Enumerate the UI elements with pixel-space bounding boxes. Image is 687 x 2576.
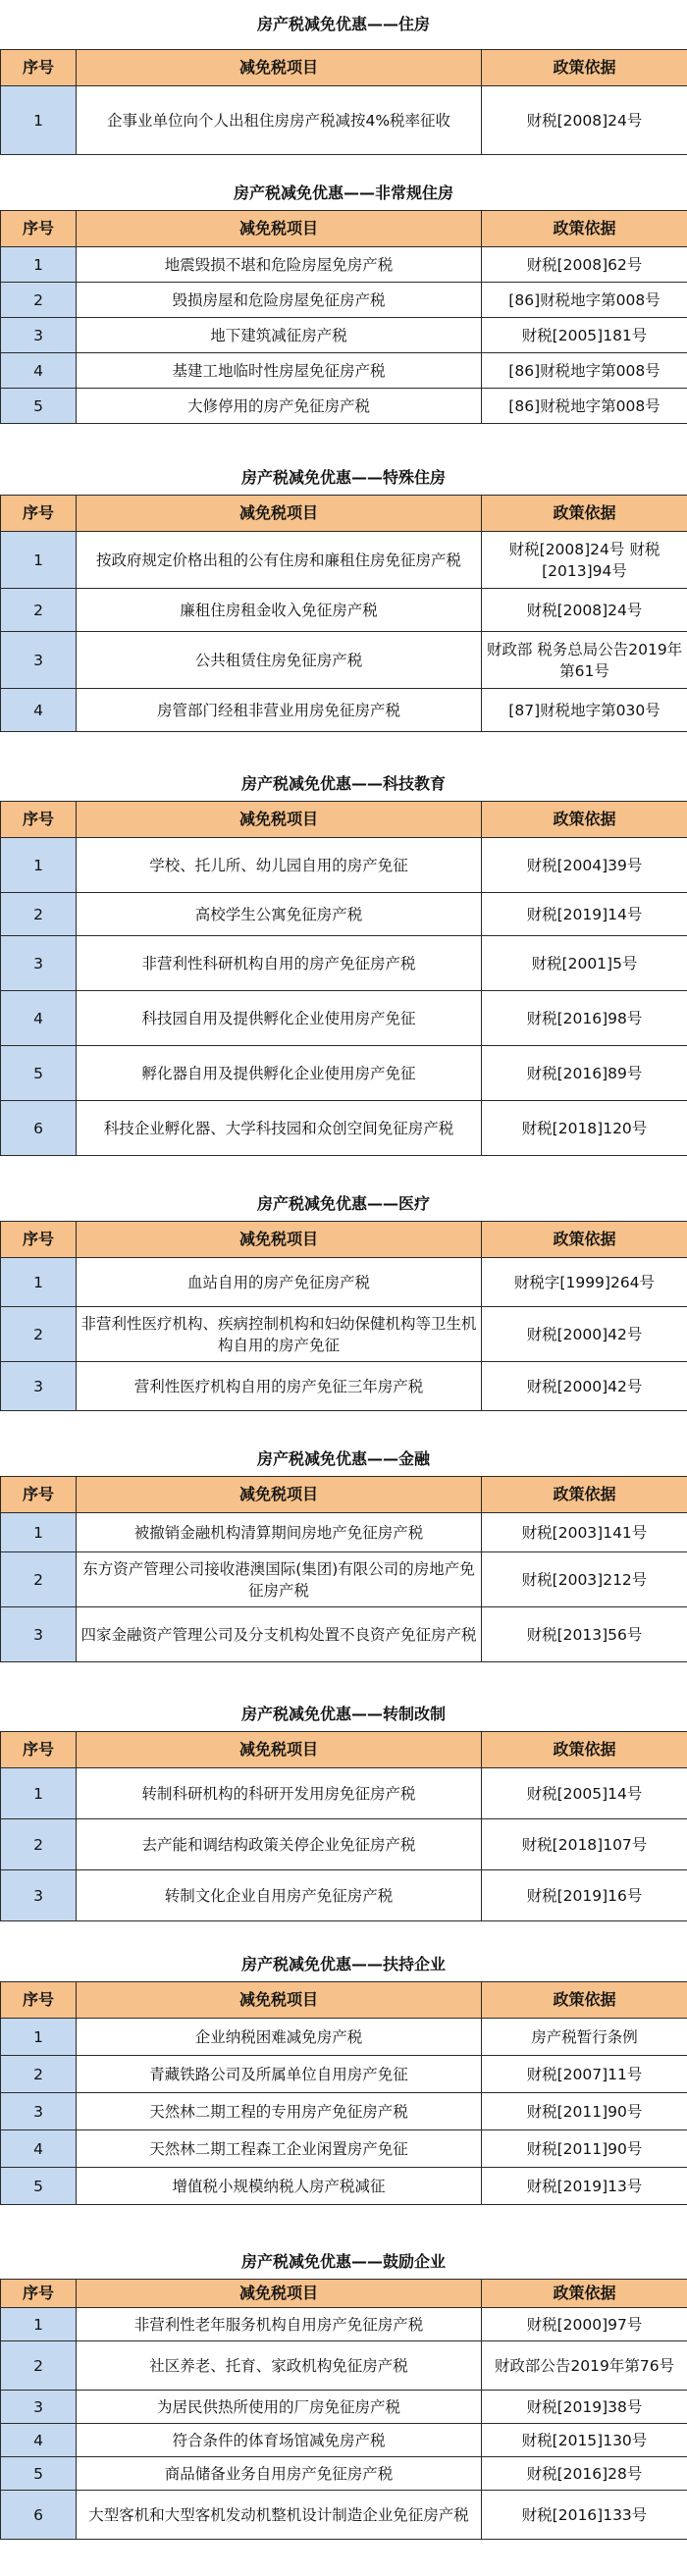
header-num: 序号 xyxy=(1,802,77,838)
row-num: 3 xyxy=(1,936,77,991)
row-item: 科技企业孵化器、大学科技园和众创空间免征房产税 xyxy=(77,1101,482,1156)
row-basis: 财税[2007]11号 xyxy=(482,2056,687,2093)
table-row xyxy=(1,2168,687,2205)
row-basis: 财税[2019]16号 xyxy=(482,1870,687,1921)
header-num: 序号 xyxy=(1,1222,77,1258)
row-item: 地下建筑减征房产税 xyxy=(77,318,482,353)
header-num: 序号 xyxy=(1,1732,77,1768)
table-row xyxy=(1,1819,687,1870)
header-item: 减免税项目 xyxy=(77,1982,482,2019)
header-basis: 政策依据 xyxy=(482,1477,687,1513)
header-item: 减免税项目 xyxy=(77,802,482,838)
row-item: 转制科研机构的科研开发用房免征房产税 xyxy=(77,1768,482,1819)
table-header-row xyxy=(1,2280,687,2308)
table-row xyxy=(1,2056,687,2093)
row-num: 2 xyxy=(1,1307,77,1362)
row-item: 非营利性科研机构自用的房产免征房产税 xyxy=(77,936,482,991)
header-item: 减免税项目 xyxy=(77,1222,482,1258)
table-row xyxy=(1,2019,687,2056)
row-item: 增值税小规模纳税人房产税减征 xyxy=(77,2168,482,2205)
row-item: 廉租住房租金收入免征房产税 xyxy=(77,589,482,632)
table-row xyxy=(1,353,687,389)
row-num: 2 xyxy=(1,2341,77,2391)
row-num: 3 xyxy=(1,1362,77,1411)
row-item: 企事业单位向个人出租住房房产税减按4%税率征收 xyxy=(77,86,482,155)
row-item: 科技园自用及提供孵化企业使用房产免征 xyxy=(77,991,482,1046)
row-item: 毁损房屋和危险房屋免征房产税 xyxy=(77,283,482,318)
row-num: 4 xyxy=(1,353,77,389)
row-num: 3 xyxy=(1,632,77,689)
row-item: 按政府规定价格出租的公有住房和廉租住房免征房产税 xyxy=(77,532,482,589)
row-basis: 财税[2015]130号 xyxy=(482,2424,687,2457)
row-item: 非营利性医疗机构、疾病控制机构和妇幼保健机构等卫生机构自用的房产免征 xyxy=(77,1307,482,1362)
header-item: 减免税项目 xyxy=(77,211,482,247)
section-title: 房产税减免优惠——医疗 xyxy=(256,1194,430,1213)
table-row xyxy=(1,2341,687,2391)
header-num: 序号 xyxy=(1,1477,77,1513)
section-housing xyxy=(0,0,687,155)
header-item: 减免税项目 xyxy=(77,1477,482,1513)
table-row xyxy=(1,532,687,589)
row-item: 大修停用的房产免征房产税 xyxy=(77,389,482,424)
row-basis: 财税[2016]133号 xyxy=(482,2491,687,2540)
row-num: 3 xyxy=(1,1870,77,1921)
header-basis: 政策依据 xyxy=(482,802,687,838)
row-basis: 财税[2016]28号 xyxy=(482,2457,687,2491)
row-basis: 财税[2001]5号 xyxy=(482,936,687,991)
table-header-row xyxy=(1,802,687,838)
row-num: 1 xyxy=(1,2019,77,2056)
row-basis: [86]财税地字第008号 xyxy=(482,283,687,318)
row-num: 2 xyxy=(1,589,77,632)
table-header-row xyxy=(1,496,687,532)
row-num: 1 xyxy=(1,1513,77,1552)
table-row xyxy=(1,2424,687,2457)
row-basis: 财税[2004]39号 xyxy=(482,838,687,893)
table-row xyxy=(1,1046,687,1101)
table-row xyxy=(1,991,687,1046)
table-row xyxy=(1,1307,687,1362)
policy-table xyxy=(0,495,687,732)
section-title: 房产税减免优惠——特殊住房 xyxy=(240,468,446,487)
table-row xyxy=(1,893,687,936)
section-encourage-enterprises xyxy=(0,2245,687,2540)
row-basis: 财税[2000]42号 xyxy=(482,1362,687,1411)
header-basis: 政策依据 xyxy=(482,211,687,247)
row-num: 1 xyxy=(1,532,77,589)
section-finance xyxy=(0,1443,687,1662)
header-num: 序号 xyxy=(1,50,77,86)
header-basis: 政策依据 xyxy=(482,496,687,532)
header-item: 减免税项目 xyxy=(77,496,482,532)
table-row xyxy=(1,2308,687,2341)
table-row xyxy=(1,689,687,732)
table-row xyxy=(1,2093,687,2130)
table-header-row xyxy=(1,1222,687,1258)
row-basis: 财税[2016]98号 xyxy=(482,991,687,1046)
policy-table xyxy=(0,1731,687,1921)
header-item: 减免税项目 xyxy=(77,2280,482,2308)
header-basis: 政策依据 xyxy=(482,1982,687,2019)
section-title: 房产税减免优惠——转制改制 xyxy=(240,1705,446,1723)
row-item: 转制文化企业自用房产免征房产税 xyxy=(77,1870,482,1921)
header-num: 序号 xyxy=(1,1982,77,2019)
table-header-row xyxy=(1,211,687,247)
row-basis: 财税[2018]120号 xyxy=(482,1101,687,1156)
row-num: 1 xyxy=(1,1768,77,1819)
policy-table xyxy=(0,49,687,155)
policy-table xyxy=(0,801,687,1156)
section-title: 房产税减免优惠——科技教育 xyxy=(240,774,446,793)
section-title: 房产税减免优惠——扶持企业 xyxy=(240,1955,446,1973)
header-basis: 政策依据 xyxy=(482,1222,687,1258)
header-item: 减免税项目 xyxy=(77,1732,482,1768)
row-num: 4 xyxy=(1,2424,77,2457)
policy-table xyxy=(0,1476,687,1662)
section-medical xyxy=(0,1187,687,1411)
table-row xyxy=(1,247,687,283)
row-basis: 财税[2019]14号 xyxy=(482,893,687,936)
row-item: 非营利性老年服务机构自用房产免征房产税 xyxy=(77,2308,482,2341)
header-basis: 政策依据 xyxy=(482,50,687,86)
section-restructuring xyxy=(0,1698,687,1921)
row-item: 被撤销金融机构清算期间房地产免征房产税 xyxy=(77,1513,482,1552)
table-row xyxy=(1,1258,687,1307)
policy-table xyxy=(0,1221,687,1411)
section-title: 房产税减免优惠——鼓励企业 xyxy=(240,2252,446,2271)
row-basis: 财税[2003]141号 xyxy=(482,1513,687,1552)
section-title: 房产税减免优惠——非常规住房 xyxy=(233,184,453,202)
row-num: 2 xyxy=(1,283,77,318)
row-item: 符合条件的体育场馆减免房产税 xyxy=(77,2424,482,2457)
row-basis: 财税[2008]24号 财税[2013]94号 xyxy=(482,532,687,589)
row-num: 5 xyxy=(1,389,77,424)
header-num: 序号 xyxy=(1,211,77,247)
table-row xyxy=(1,1552,687,1607)
row-item: 血站自用的房产免征房产税 xyxy=(77,1258,482,1307)
table-row xyxy=(1,1513,687,1552)
row-item: 社区养老、托育、家政机构免征房产税 xyxy=(77,2341,482,2391)
row-num: 5 xyxy=(1,2168,77,2205)
section-science-education xyxy=(0,767,687,1156)
policy-table xyxy=(0,2279,687,2540)
table-row xyxy=(1,838,687,893)
row-item: 天然林二期工程的专用房产免征房产税 xyxy=(77,2093,482,2130)
row-basis: 财税[2011]90号 xyxy=(482,2130,687,2168)
row-num: 2 xyxy=(1,1552,77,1607)
row-num: 1 xyxy=(1,1258,77,1307)
row-num: 4 xyxy=(1,689,77,732)
row-item: 商品储备业务自用房产免征房产税 xyxy=(77,2457,482,2491)
row-basis: 财税字[1999]264号 xyxy=(482,1258,687,1307)
table-row xyxy=(1,86,687,155)
row-item: 高校学生公寓免征房产税 xyxy=(77,893,482,936)
row-basis: 财税[2008]62号 xyxy=(482,247,687,283)
row-num: 4 xyxy=(1,2130,77,2168)
row-basis: 房产税暂行条例 xyxy=(482,2019,687,2056)
row-basis: 财税[2013]56号 xyxy=(482,1607,687,1662)
row-item: 孵化器自用及提供孵化企业使用房产免征 xyxy=(77,1046,482,1101)
table-header-row xyxy=(1,1982,687,2019)
table-row xyxy=(1,2457,687,2491)
row-basis: 财税[2005]181号 xyxy=(482,318,687,353)
row-num: 1 xyxy=(1,2308,77,2341)
row-item: 为居民供热所使用的厂房免征房产税 xyxy=(77,2391,482,2424)
table-row xyxy=(1,389,687,424)
section-support-enterprises xyxy=(0,1948,687,2205)
row-item: 房管部门经租非营业用房免征房产税 xyxy=(77,689,482,732)
header-num: 序号 xyxy=(1,496,77,532)
row-item: 四家金融资产管理公司及分支机构处置不良资产免征房产税 xyxy=(77,1607,482,1662)
row-item: 企业纳税困难减免房产税 xyxy=(77,2019,482,2056)
table-row xyxy=(1,632,687,689)
row-basis: 财税[2008]24号 xyxy=(482,86,687,155)
table-row xyxy=(1,936,687,991)
row-item: 基建工地临时性房屋免征房产税 xyxy=(77,353,482,389)
row-num: 4 xyxy=(1,991,77,1046)
table-header-row xyxy=(1,50,687,86)
row-item: 东方资产管理公司接收港澳国际(集团)有限公司的房地产免征房产税 xyxy=(77,1552,482,1607)
row-num: 1 xyxy=(1,86,77,155)
row-basis: 财税[2000]42号 xyxy=(482,1307,687,1362)
row-basis: 财税[2003]212号 xyxy=(482,1552,687,1607)
header-basis: 政策依据 xyxy=(482,2280,687,2308)
row-basis: 财政部 税务总局公告2019年第61号 xyxy=(482,632,687,689)
table-row xyxy=(1,2491,687,2540)
row-num: 5 xyxy=(1,2457,77,2491)
row-num: 3 xyxy=(1,2391,77,2424)
section-special-housing xyxy=(0,461,687,732)
table-row xyxy=(1,1607,687,1662)
row-basis: 财税[2000]97号 xyxy=(482,2308,687,2341)
row-num: 2 xyxy=(1,1819,77,1870)
row-item: 学校、托儿所、幼儿园自用的房产免征 xyxy=(77,838,482,893)
row-basis: 财税[2011]90号 xyxy=(482,2093,687,2130)
row-num: 6 xyxy=(1,2491,77,2540)
row-num: 2 xyxy=(1,893,77,936)
row-basis: [87]财税地字第030号 xyxy=(482,689,687,732)
header-basis: 政策依据 xyxy=(482,1732,687,1768)
table-header-row xyxy=(1,1477,687,1513)
row-basis: 财税[2016]89号 xyxy=(482,1046,687,1101)
row-num: 5 xyxy=(1,1046,77,1101)
table-row xyxy=(1,283,687,318)
table-row xyxy=(1,1870,687,1921)
policy-table xyxy=(0,1981,687,2205)
table-row xyxy=(1,1768,687,1819)
row-basis: 财税[2019]13号 xyxy=(482,2168,687,2205)
row-num: 3 xyxy=(1,1607,77,1662)
header-num: 序号 xyxy=(1,2280,77,2308)
row-num: 3 xyxy=(1,318,77,353)
row-item: 青藏铁路公司及所属单位自用房产免征 xyxy=(77,2056,482,2093)
row-item: 公共租赁住房免征房产税 xyxy=(77,632,482,689)
row-basis: 财税[2019]38号 xyxy=(482,2391,687,2424)
row-num: 1 xyxy=(1,247,77,283)
table-row xyxy=(1,1362,687,1411)
row-num: 1 xyxy=(1,838,77,893)
row-num: 3 xyxy=(1,2093,77,2130)
table-row xyxy=(1,589,687,632)
policy-table xyxy=(0,210,687,424)
table-header-row xyxy=(1,1732,687,1768)
row-item: 营利性医疗机构自用的房产免征三年房产税 xyxy=(77,1362,482,1411)
row-basis: [86]财税地字第008号 xyxy=(482,389,687,424)
table-row xyxy=(1,318,687,353)
row-basis: 财税[2008]24号 xyxy=(482,589,687,632)
table-row xyxy=(1,1101,687,1156)
row-basis: 财税[2018]107号 xyxy=(482,1819,687,1870)
row-basis: [86]财税地字第008号 xyxy=(482,353,687,389)
row-item: 去产能和调结构政策关停企业免征房产税 xyxy=(77,1819,482,1870)
row-item: 地震毁损不堪和危险房屋免房产税 xyxy=(77,247,482,283)
section-title: 房产税减免优惠——金融 xyxy=(256,1449,430,1468)
row-num: 2 xyxy=(1,2056,77,2093)
table-row xyxy=(1,2391,687,2424)
section-irregular-housing xyxy=(0,177,687,424)
table-row xyxy=(1,2130,687,2168)
row-num: 6 xyxy=(1,1101,77,1156)
row-item: 天然林二期工程森工企业闲置房产免征 xyxy=(77,2130,482,2168)
row-basis: 财税[2005]14号 xyxy=(482,1768,687,1819)
row-item: 大型客机和大型客机发动机整机设计制造企业免征房产税 xyxy=(77,2491,482,2540)
section-title: 房产税减免优惠——住房 xyxy=(256,15,430,33)
row-basis: 财政部公告2019年第76号 xyxy=(482,2341,687,2391)
header-item: 减免税项目 xyxy=(77,50,482,86)
